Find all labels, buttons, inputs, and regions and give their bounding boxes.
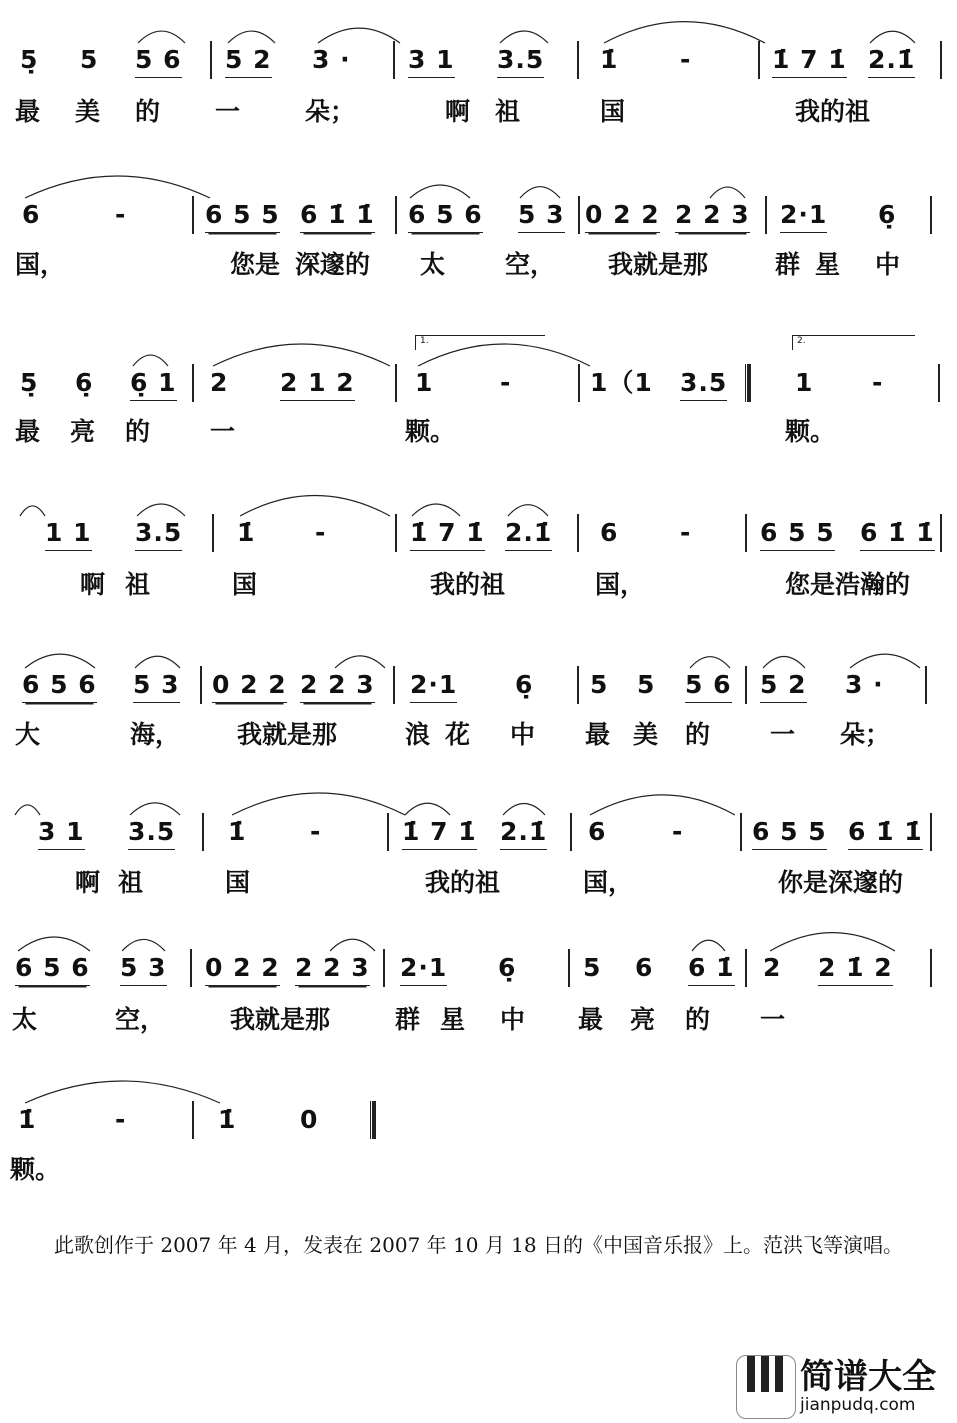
note-group: 1 bbox=[795, 368, 814, 397]
barline bbox=[202, 813, 204, 851]
lyric: 啊 bbox=[75, 868, 101, 897]
note-group: 5 bbox=[590, 670, 609, 699]
slur bbox=[520, 187, 560, 198]
lyric: 祖 bbox=[125, 570, 151, 599]
slur bbox=[240, 496, 390, 517]
slur bbox=[228, 31, 275, 43]
lyric: 亮 bbox=[70, 417, 96, 446]
slur bbox=[130, 803, 180, 815]
lyric: 中 bbox=[510, 720, 536, 749]
barline bbox=[190, 949, 192, 987]
note-group: 2·1 bbox=[410, 670, 457, 703]
note-group: 6 1̇ bbox=[688, 953, 735, 986]
lyric: 我就是那 bbox=[230, 1005, 331, 1034]
logo-url: jianpudq.com bbox=[800, 1395, 916, 1415]
note-group: 2·1 bbox=[780, 200, 827, 233]
lyric: 美 bbox=[75, 97, 101, 126]
note-group: 1（1 bbox=[590, 368, 653, 397]
barline bbox=[940, 41, 942, 79]
note-group: 1 1 bbox=[45, 518, 92, 551]
lyric: 最 bbox=[15, 97, 41, 126]
note-group: 6 5 5 bbox=[752, 817, 827, 850]
lyric: 你是深邃的 bbox=[778, 868, 904, 897]
lyric: 花 bbox=[445, 720, 471, 749]
lyric: 星 bbox=[815, 250, 841, 279]
note-group: 6 5 6 bbox=[15, 953, 90, 986]
lyric: 啊 bbox=[80, 570, 106, 599]
note-group: 2·1 bbox=[400, 953, 447, 986]
lyric: 中 bbox=[500, 1005, 526, 1034]
note-group: 3 1 bbox=[38, 817, 85, 850]
note-group: - bbox=[115, 200, 127, 229]
note-group: - bbox=[680, 518, 692, 547]
note-group: 2.1̇ bbox=[505, 518, 552, 551]
note-group: 5̣ bbox=[20, 45, 39, 74]
note-group: 6 1̇ 1̇ bbox=[860, 518, 935, 551]
note-group: 6 bbox=[22, 200, 41, 229]
lyric: 的 bbox=[685, 1005, 711, 1034]
slur bbox=[137, 504, 185, 516]
note-group: 3 1 bbox=[408, 45, 455, 78]
note-group: 2 2 3 bbox=[675, 200, 750, 233]
barline bbox=[383, 949, 385, 987]
note-group: 6 bbox=[588, 817, 607, 846]
lyric: 国 bbox=[225, 868, 251, 897]
lyric: 一 bbox=[210, 417, 236, 446]
barline bbox=[210, 41, 212, 79]
slur bbox=[138, 31, 185, 43]
note-group: 2 bbox=[210, 368, 229, 397]
note-group: 6̣ bbox=[498, 953, 517, 982]
slur bbox=[133, 355, 168, 366]
note-group: 3.5 bbox=[135, 518, 182, 551]
piano-icon bbox=[736, 1355, 796, 1419]
slur bbox=[503, 804, 545, 816]
barline bbox=[745, 666, 747, 704]
note-group: 5 bbox=[583, 953, 602, 982]
lyric: 美 bbox=[633, 720, 659, 749]
note-group: 2 2 3 bbox=[295, 953, 370, 986]
lyric: 深邃的 bbox=[295, 250, 371, 279]
barline bbox=[745, 514, 747, 552]
note-group: 0 bbox=[300, 1105, 319, 1134]
lyric: 我就是那 bbox=[608, 250, 709, 279]
lyric: 太 bbox=[12, 1005, 38, 1034]
slur bbox=[763, 657, 805, 669]
note-group: 5 bbox=[637, 670, 656, 699]
note-group: 6 1̇ 1̇ bbox=[300, 200, 375, 233]
lyric: 空， bbox=[115, 1005, 166, 1034]
barline bbox=[393, 41, 395, 79]
lyric: 祖 bbox=[118, 868, 144, 897]
note-group: 6 bbox=[600, 518, 619, 547]
slur bbox=[18, 937, 90, 951]
note-group: - bbox=[872, 368, 884, 397]
note-group: 5̣ bbox=[20, 368, 39, 397]
lyric: 最 bbox=[585, 720, 611, 749]
note-group: 1̇ bbox=[600, 45, 619, 74]
lyric: 颗。 bbox=[785, 417, 836, 446]
slur bbox=[690, 657, 730, 668]
note-group: - bbox=[672, 817, 684, 846]
lyric: 空， bbox=[505, 250, 556, 279]
footnote: 此歌创作于 2007 年 4 月，发表在 2007 年 10 月 18 日的《中国音乐报》上。范洪飞等演唱。 bbox=[54, 1233, 903, 1257]
lyric: 群 bbox=[775, 250, 801, 279]
barline bbox=[745, 949, 747, 987]
note-group: 2 2 3 bbox=[300, 670, 375, 703]
lyric: 海， bbox=[130, 720, 181, 749]
lyric: 群 bbox=[395, 1005, 421, 1034]
note-group: 5 2 bbox=[760, 670, 807, 703]
slur bbox=[604, 22, 765, 43]
note-group: 5 3 bbox=[133, 670, 180, 703]
lyric: 浪 bbox=[405, 720, 431, 749]
barline bbox=[568, 949, 570, 987]
barline bbox=[212, 514, 214, 552]
note-group: 3 · bbox=[845, 670, 884, 699]
slur bbox=[500, 31, 548, 43]
lyric: 啊 bbox=[445, 97, 471, 126]
slur bbox=[508, 505, 548, 516]
note-group: 2 bbox=[763, 953, 782, 982]
barline bbox=[940, 514, 942, 552]
lyric: 您是浩瀚的 bbox=[785, 570, 911, 599]
note-group: 6 bbox=[635, 953, 654, 982]
note-group: - bbox=[315, 518, 327, 547]
lyric: 我的祖 bbox=[430, 570, 506, 599]
barline bbox=[577, 514, 579, 552]
barline bbox=[395, 196, 397, 234]
slur bbox=[335, 656, 385, 668]
barline bbox=[395, 514, 397, 552]
lyric: 星 bbox=[440, 1005, 466, 1034]
barline bbox=[192, 364, 194, 402]
lyric: 朵； bbox=[305, 97, 356, 126]
lyric: 的 bbox=[135, 97, 161, 126]
note-group: 1̇ bbox=[218, 1105, 237, 1134]
barline bbox=[395, 364, 397, 402]
note-group: 6̣ bbox=[515, 670, 534, 699]
note-group: 6 5 6 bbox=[22, 670, 97, 703]
note-group: 6̣ bbox=[75, 368, 94, 397]
lyric: 最 bbox=[15, 417, 41, 446]
note-group: 3.5 bbox=[680, 368, 727, 401]
slur bbox=[412, 504, 460, 516]
note-group: 0 2 2 bbox=[585, 200, 660, 233]
slur bbox=[710, 187, 745, 198]
lyric: 一 bbox=[760, 1005, 786, 1034]
note-group: 1 bbox=[415, 368, 434, 397]
note-group: - bbox=[115, 1105, 127, 1134]
lyric: 国， bbox=[595, 570, 646, 599]
slur bbox=[20, 506, 45, 516]
barline bbox=[387, 813, 389, 851]
slur bbox=[232, 793, 405, 815]
note-group: 1̇ 7 1̇ bbox=[402, 817, 477, 850]
note-group: 1̇ bbox=[18, 1105, 37, 1134]
barline bbox=[192, 1101, 194, 1139]
barline bbox=[578, 196, 580, 234]
barline bbox=[925, 666, 927, 704]
note-group: 1̇ 7 1̇ bbox=[410, 518, 485, 551]
barline bbox=[393, 666, 395, 704]
note-group: 3 · bbox=[312, 45, 351, 74]
barline bbox=[758, 41, 760, 79]
barline bbox=[577, 41, 579, 79]
site-logo[interactable] bbox=[736, 1355, 936, 1419]
lyric: 我就是那 bbox=[237, 720, 338, 749]
note-group: 6 1̇ 1̇ bbox=[848, 817, 923, 850]
lyric: 国， bbox=[583, 868, 634, 897]
note-group: 0 2 2 bbox=[212, 670, 287, 703]
note-group: 2.1̇ bbox=[500, 817, 547, 850]
note-group: - bbox=[500, 368, 512, 397]
note-group: - bbox=[310, 817, 322, 846]
barline bbox=[930, 196, 932, 234]
volta-bracket: 1. bbox=[415, 335, 545, 350]
slur bbox=[122, 939, 165, 951]
note-group: 5 3 bbox=[120, 953, 167, 986]
barline bbox=[930, 813, 932, 851]
barline bbox=[765, 196, 767, 234]
slur bbox=[410, 185, 470, 198]
lyric: 一 bbox=[770, 720, 796, 749]
final-barline bbox=[370, 1101, 376, 1139]
lyric: 祖 bbox=[495, 97, 521, 126]
lyric: 一 bbox=[215, 97, 241, 126]
note-group: 6 5 5 bbox=[760, 518, 835, 551]
lyric: 的 bbox=[125, 417, 151, 446]
slur bbox=[405, 803, 450, 815]
lyric: 亮 bbox=[630, 1005, 656, 1034]
note-group: 1̇ 7 1̇ bbox=[772, 45, 847, 78]
slur bbox=[318, 28, 400, 43]
lyric: 颗。 bbox=[10, 1155, 61, 1184]
barline bbox=[578, 364, 580, 402]
lyric: 我的祖 bbox=[425, 868, 501, 897]
lyric: 颗。 bbox=[405, 417, 456, 446]
lyric: 国 bbox=[600, 97, 626, 126]
slur bbox=[590, 795, 735, 815]
slur bbox=[770, 933, 895, 951]
volta-bracket: 2. bbox=[792, 335, 915, 350]
note-group: - bbox=[680, 45, 692, 74]
barline bbox=[740, 813, 742, 851]
lyric: 太 bbox=[420, 250, 446, 279]
slur bbox=[25, 654, 95, 668]
barline bbox=[192, 196, 194, 234]
lyric: 我的祖 bbox=[795, 97, 871, 126]
note-group: 3.5 bbox=[128, 817, 175, 850]
note-group: 5 3 bbox=[518, 200, 565, 233]
barline bbox=[577, 666, 579, 704]
note-group: 5 2 bbox=[225, 45, 272, 78]
final-barline bbox=[745, 364, 751, 402]
note-group: 5 bbox=[80, 45, 99, 74]
note-group: 1̇ bbox=[237, 518, 256, 547]
logo-name: 简谱大全 bbox=[800, 1357, 936, 1397]
lyric: 中 bbox=[875, 250, 901, 279]
note-group: 1̇ bbox=[228, 817, 247, 846]
lyric: 国， bbox=[15, 250, 66, 279]
note-group: 6̣ bbox=[878, 200, 897, 229]
note-group: 3.5 bbox=[497, 45, 544, 78]
note-group: 2.1̇ bbox=[868, 45, 915, 78]
slur bbox=[25, 1081, 220, 1103]
note-group: 6 5 5 bbox=[205, 200, 280, 233]
slur bbox=[25, 176, 210, 198]
note-group: 2 1 2 bbox=[280, 368, 355, 401]
slur bbox=[135, 656, 180, 668]
slur bbox=[330, 939, 375, 951]
lyric: 大 bbox=[15, 720, 41, 749]
slur bbox=[850, 654, 920, 668]
slur bbox=[870, 31, 915, 43]
barline bbox=[570, 813, 572, 851]
barline bbox=[930, 949, 932, 987]
note-group: 5 6 bbox=[685, 670, 732, 703]
note-group: 6̣ 1 bbox=[130, 368, 177, 401]
slur bbox=[692, 940, 725, 951]
note-group: 5 6 bbox=[135, 45, 182, 78]
slur bbox=[213, 344, 390, 366]
lyric: 国 bbox=[232, 570, 258, 599]
note-group: 6 5 6 bbox=[408, 200, 483, 233]
note-group: 2 1̇ 2 bbox=[818, 953, 893, 986]
lyric: 您是 bbox=[230, 250, 281, 279]
slur bbox=[15, 805, 40, 815]
note-group: 0 2 2 bbox=[205, 953, 280, 986]
lyric: 朵； bbox=[840, 720, 891, 749]
lyric: 最 bbox=[578, 1005, 604, 1034]
barline bbox=[938, 364, 940, 402]
lyric: 的 bbox=[685, 720, 711, 749]
barline bbox=[200, 666, 202, 704]
